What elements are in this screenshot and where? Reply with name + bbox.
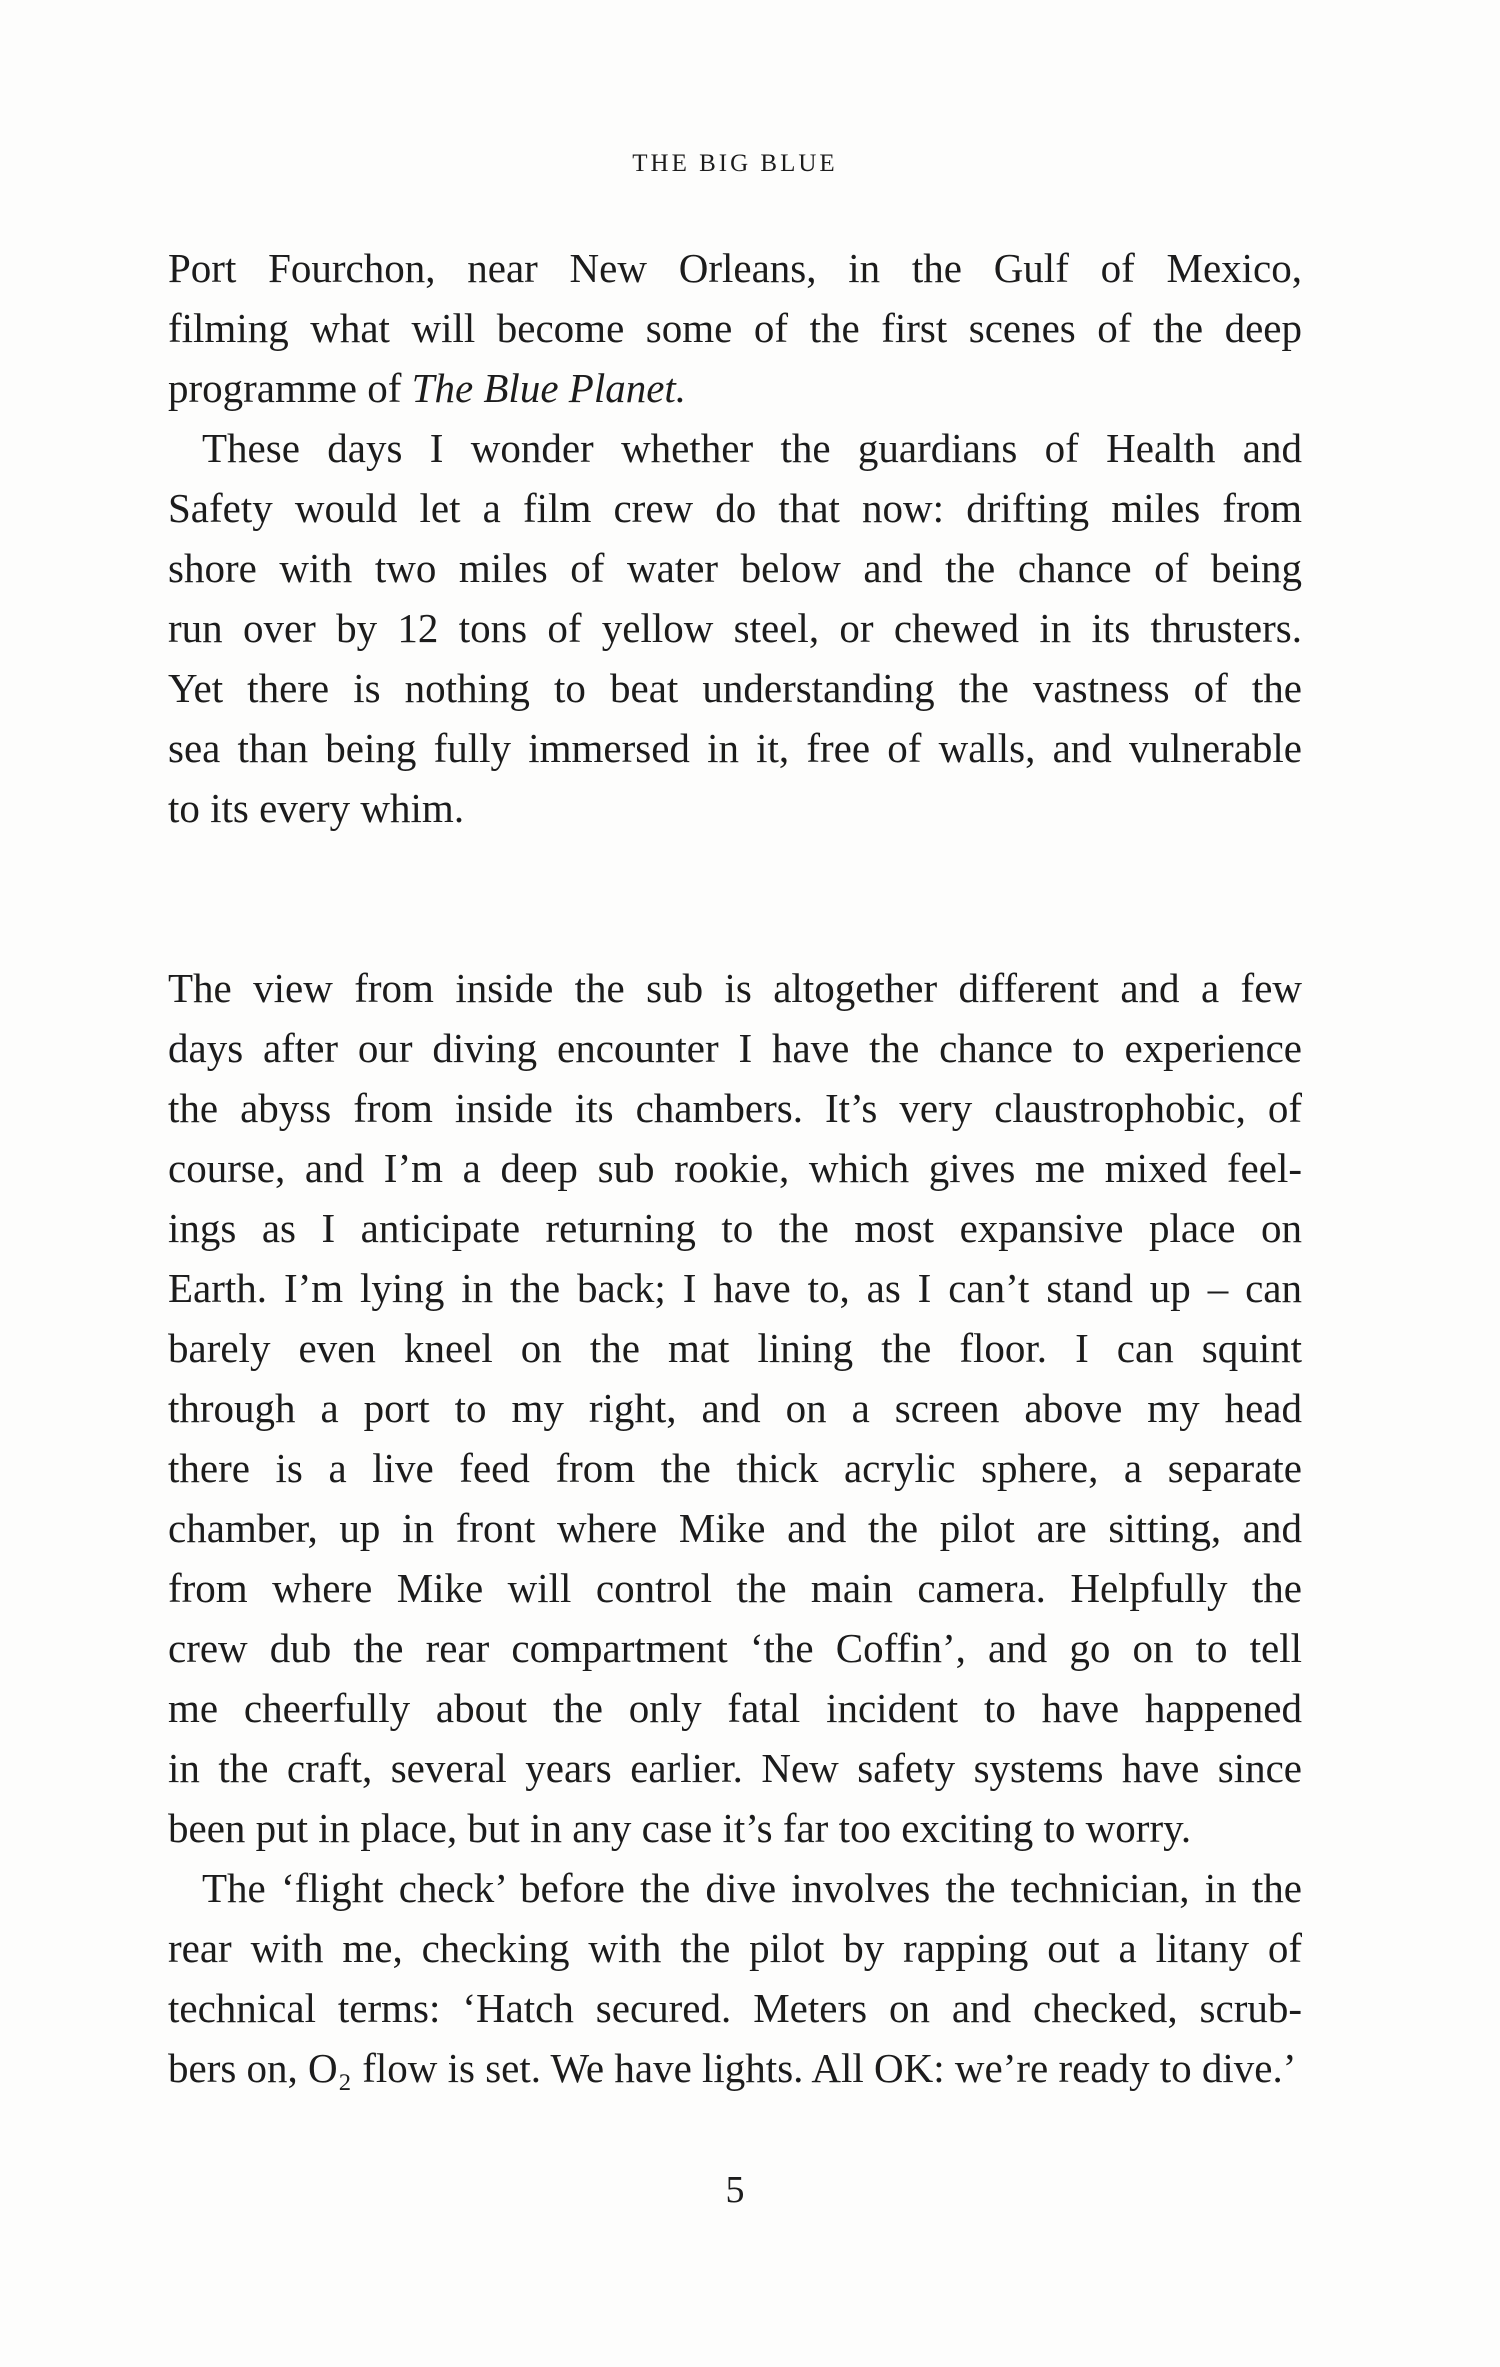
text-line: shore with two miles of water below and the chance of being bbox=[168, 545, 1302, 591]
text-line bbox=[168, 358, 1302, 418]
running-head: THE BIG BLUE bbox=[632, 150, 838, 177]
text-line: crew dub the rear compartment ‘the Coffin’, and go on to tell bbox=[168, 1625, 1302, 1671]
text-line: the abyss from inside its chambers. It’s very claustrophobic, of bbox=[168, 1085, 1302, 1131]
text-line: through a port to my right, and on a screen above my head bbox=[168, 1385, 1302, 1431]
paragraph-4 bbox=[168, 1858, 1302, 2098]
text-line: bers on, O₂ flow is set. We have lights. All OK: we’re ready to dive.’ bbox=[168, 2045, 1297, 2091]
text-line: Port Fourchon, near New Orleans, in the Gulf of Mexico, bbox=[168, 245, 1302, 291]
text-line: technical terms: ‘Hatch secured. Meters on and checked, scrub- bbox=[168, 1985, 1302, 2031]
text-line: These days I wonder whether the guardians of Health and bbox=[202, 425, 1302, 471]
paragraph-3 bbox=[168, 958, 1302, 1858]
paragraph-1 bbox=[168, 238, 1302, 418]
text-line: Earth. I’m lying in the back; I have to, as I can’t stand up – can bbox=[168, 1265, 1302, 1311]
text-line: to its every whim. bbox=[168, 785, 465, 831]
paragraph-2 bbox=[168, 418, 1302, 838]
text-line: run over by 12 tons of yellow steel, or chewed in its thrusters. bbox=[168, 605, 1302, 651]
body-text bbox=[168, 238, 1302, 2098]
text-line: Safety would let a film crew do that now: drifting miles from bbox=[168, 485, 1302, 531]
text-line: course, and I’m a deep sub rookie, which gives me mixed feel- bbox=[168, 1145, 1302, 1191]
section-break bbox=[168, 838, 1302, 958]
text-line: filming what will become some of the first scenes of the deep bbox=[168, 305, 1302, 351]
book-title: The Blue Planet. bbox=[411, 365, 687, 411]
text-line: The view from inside the sub is altogether different and a few bbox=[168, 965, 1302, 1011]
text-line: chamber, up in front where Mike and the pilot are sitting, and bbox=[168, 1505, 1302, 1551]
text-line: sea than being fully immersed in it, free of walls, and vulnerable bbox=[168, 725, 1302, 771]
text-line: rear with me, checking with the pilot by rapping out a litany of bbox=[168, 1925, 1302, 1971]
text-line: me cheerfully about the only fatal incident to have happened bbox=[168, 1685, 1302, 1731]
text-line: from where Mike will control the main camera. Helpfully the bbox=[168, 1565, 1302, 1611]
text-line: Yet there is nothing to beat understanding the vastness of the bbox=[168, 665, 1302, 711]
page-number: 5 bbox=[725, 2169, 745, 2211]
text-line: been put in place, but in any case it’s far too exciting to worry. bbox=[168, 1805, 1192, 1851]
text-line: ings as I anticipate returning to the most expansive place on bbox=[168, 1205, 1302, 1251]
text-line: The ‘flight check’ before the dive involves the technician, in the bbox=[202, 1865, 1302, 1911]
text-line: there is a live feed from the thick acrylic sphere, a separate bbox=[168, 1445, 1302, 1491]
text-line: days after our diving encounter I have the chance to experience bbox=[168, 1025, 1302, 1071]
text-segment: programme of bbox=[168, 365, 412, 411]
text-line: in the craft, several years earlier. New safety systems have since bbox=[168, 1745, 1302, 1791]
text-line: barely even kneel on the mat lining the floor. I can squint bbox=[168, 1325, 1302, 1371]
